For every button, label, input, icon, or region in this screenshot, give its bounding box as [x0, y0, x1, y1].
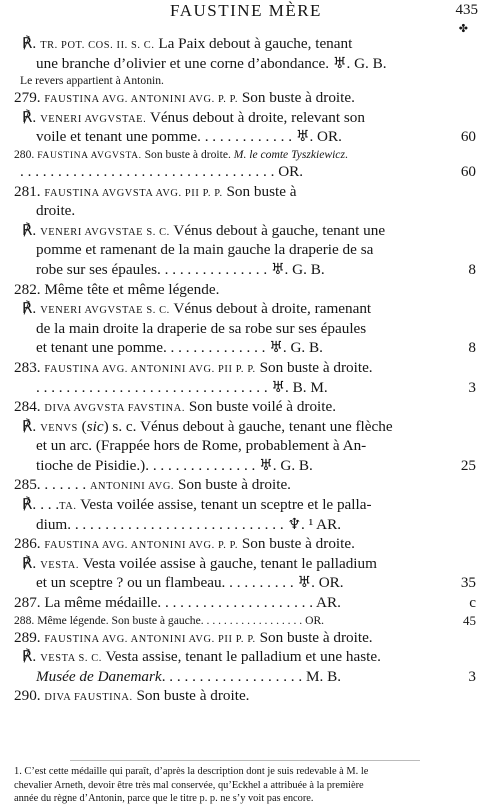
coin-legend: VENERI AVGVSTAE S. C. [40, 305, 170, 317]
line-text: La Paix debout à gauche, tenant [154, 35, 353, 52]
catalogue-line [14, 240, 476, 260]
line-text: pomme et ramenant de la main gauche la draperie de sa [36, 241, 374, 259]
catalogue-line [14, 495, 476, 515]
rarity-value: 8 [468, 339, 476, 357]
line-text: Son buste à droite. [174, 476, 291, 494]
line-text: Son buste à droite. [132, 687, 250, 705]
rarity-value: 45 [463, 612, 476, 628]
footnote-line: chevalier Arneth, devoir être très mal conservée, qu’Eckhel a attribuée à la première [14, 779, 364, 791]
line-text: Son buste à droite. [238, 89, 355, 107]
coin-legend: FAUSTINA AVG. ANTONINI AVG. PII P. P. [44, 363, 256, 375]
line-text: Vénus debout à droite, relevant son [146, 108, 365, 126]
catalogue-line [14, 127, 476, 147]
catalogue-line [14, 647, 476, 667]
entry-number: 283. [14, 358, 45, 376]
rarity-value: 3 [468, 667, 476, 685]
entry-number: 290. [14, 687, 45, 705]
catalogue-line [14, 515, 476, 535]
coin-legend: FAUSTINA AVG. ANTONINI AVG. P. P. [44, 540, 239, 552]
line-text: . . . . . . [44, 476, 90, 494]
line-text: Son buste voilé à droite. [185, 398, 337, 416]
catalogue-line [14, 456, 476, 476]
entry-number: 287. [14, 594, 45, 612]
catalogue-line [14, 417, 476, 437]
line-text: dium. . . . . . . . . . . . . . . . . . . . . . . . . . . . . ♆. ¹ AR. [36, 515, 342, 533]
catalogue-line [14, 299, 476, 319]
line-text: et un sceptre ? ou un flambeau. . . . . . . . . . ♅. OR. [36, 574, 344, 592]
line-text: Même légende. Son buste à gauche. . . . . . . . . . . . . . . . . . OR. [37, 613, 325, 627]
line-text: robe sur ses épaules. . . . . . . . . . . . . . . ♅. G. B. [36, 260, 325, 278]
reverse-mark: ℟. [22, 648, 37, 666]
line-text: Son buste à droite. [255, 628, 373, 646]
coin-legend: TA. [59, 501, 77, 513]
line-text: Vénus debout à gauche, tenant une [169, 221, 386, 239]
line-text: La même médaille. . . . . . . . . . . . . . . . . . . . . AR. [44, 594, 341, 612]
footnote-line: année du règne d’Antonin, parce que le titre p. p. ne s’y voit pas encore. [14, 793, 314, 804]
catalogue-line [14, 260, 476, 280]
catalogue-line [14, 147, 476, 162]
coin-legend: VENVS [40, 422, 78, 434]
line-text: Vesta voilée assise, tenant un sceptre et le palla- [76, 496, 372, 514]
entry-number: 280. [14, 147, 38, 161]
line-text: Son buste à [222, 182, 297, 200]
coin-legend: DIVA AVGVSTA FAVSTINA. [44, 403, 186, 415]
catalogue-line [14, 686, 476, 706]
catalogue-line [14, 628, 476, 648]
entry-number: 289. [14, 628, 45, 646]
entry-number: 279. [14, 89, 45, 107]
catalogue-line [14, 54, 476, 74]
reverse-mark: ℟. [22, 221, 37, 239]
coin-legend: VENERI AVGVSTAE S. C. [40, 226, 170, 238]
coin-legend: ANTONINI AVG. [89, 481, 175, 493]
catalogue-line [14, 667, 476, 687]
coin-legend: VENERI AVGVSTAE. [40, 113, 147, 125]
coin-legend: FAUSTINA AVGVSTA. [37, 149, 142, 161]
coin-legend: FAUSTINA AVGVSTA AVG. PII P. P. [44, 187, 223, 199]
line-text: Le revers appartient à Antonin. [20, 74, 164, 88]
line-text: . [344, 147, 348, 161]
catalogue-line [14, 554, 476, 574]
catalogue-line [14, 73, 476, 88]
catalogue-line [14, 397, 476, 417]
line-text: Son buste à droite. [238, 535, 355, 553]
catalogue-body [14, 34, 476, 706]
line-text: voile et tenant une pomme. . . . . . . . . . . . . ♅. OR. [36, 128, 342, 146]
catalogue-line [14, 221, 476, 241]
line-text: . . . . . . . . . . . . . . . . . . . . . . . . . . . . . . . ♅. B. M. [36, 378, 328, 396]
page-number: 435 [455, 2, 478, 18]
catalogue-line [14, 319, 476, 339]
line-text: Son buste à droite. [255, 358, 373, 376]
rarity-value: 60 [460, 162, 476, 180]
page-header [0, 0, 492, 22]
line-text: . . . . . . . . . . . . . . . . . . . M. B. [161, 667, 341, 685]
reverse-mark: ℟. [22, 108, 37, 126]
footnote-line: 1. C’est cette médaille qui paraît, d’après la description dont je suis redevable à M. le [14, 766, 369, 777]
reverse-mark: ℟. [22, 554, 37, 572]
coin-legend: DIVA FAUSTINA. [44, 692, 133, 704]
coin-legend: VESTA S. C. [40, 653, 102, 665]
catalogue-line [14, 280, 476, 300]
ornament-mark: ✤ [458, 23, 468, 35]
footnote [14, 765, 474, 806]
reverse-mark: ℟. [22, 35, 37, 52]
line-text: . . . [40, 496, 60, 514]
rarity-value: 3 [468, 378, 476, 396]
coin-legend: TR. POT. COS. II. S. C. [40, 40, 155, 51]
line-text: droite. [36, 202, 76, 220]
rarity-value: 35 [460, 574, 476, 592]
catalogue-line [14, 358, 476, 378]
rarity-value: 60 [460, 128, 476, 146]
line-text: . . . . . . . . . . . . . . . . . . . . . . . . . . . . . . . . . . OR. [20, 162, 304, 180]
line-text: Vesta voilée assise à gauche, tenant le palladium [79, 554, 377, 572]
line-text: tioche de Pisidie.). . . . . . . . . . . . . . . ♅. G. B. [36, 456, 313, 474]
line-text: sic [86, 417, 104, 435]
line-text: ) s. c. Vénus debout à gauche, tenant une flèche [103, 417, 393, 435]
line-text: ( [77, 417, 87, 435]
catalogue-line [14, 593, 476, 613]
coin-legend: VESTA. [40, 559, 80, 571]
line-text: Même tête et même légende. [44, 280, 220, 298]
line-text: M. le comte Tyszkiewicz [233, 147, 345, 161]
entry-number: 284. [14, 398, 45, 416]
line-text: Vénus debout à droite, ramenant [169, 300, 372, 318]
footnote-rule [70, 760, 420, 761]
catalogue-line [14, 201, 476, 221]
line-text: une branche d’olivier et une corne d’abondance. ♅. G. B. [36, 54, 387, 72]
catalogue-line [14, 573, 476, 593]
line-text: Vesta assise, tenant le palladium et une haste. [101, 648, 381, 666]
line-text: Son buste à droite. [141, 147, 234, 161]
reverse-mark: ℟. [22, 496, 37, 514]
entry-number: 288. [14, 613, 38, 627]
catalogue-line [14, 534, 476, 554]
catalogue-line [14, 436, 476, 456]
rarity-value: c [469, 594, 476, 612]
catalogue-line [14, 338, 476, 358]
entry-number: 285. [14, 476, 45, 494]
line-text: et tenant une pomme. . . . . . . . . . . . . . ♅. G. B. [36, 339, 323, 357]
running-title: FAUSTINE MÈRE [170, 1, 322, 20]
reverse-mark: ℟. [22, 300, 37, 318]
reverse-mark: ℟. [22, 417, 37, 435]
catalogue-line [14, 162, 476, 182]
line-text: et un arc. (Frappée hors de Rome, probablement à An- [36, 437, 367, 455]
coin-legend: FAUSTINA AVG. ANTONINI AVG. P. P. [44, 94, 239, 106]
catalogue-line [14, 34, 476, 54]
line-text: Musée de Danemark [36, 667, 162, 685]
catalogue-line [14, 88, 476, 108]
entry-number: 286. [14, 535, 45, 553]
entry-number: 281. [14, 182, 45, 200]
catalogue-line [14, 182, 476, 202]
rarity-value: 25 [460, 456, 476, 474]
coin-legend: FAUSTINA AVG. ANTONINI AVG. PII P. P. [44, 633, 256, 645]
catalogue-line [14, 378, 476, 398]
line-text: de la main droite la draperie de sa robe sur ses épaules [36, 319, 367, 337]
catalogue-line [14, 475, 476, 495]
catalogue-line [14, 108, 476, 128]
catalogue-line [14, 613, 476, 628]
entry-number: 282. [14, 280, 45, 298]
rarity-value: 8 [468, 260, 476, 278]
